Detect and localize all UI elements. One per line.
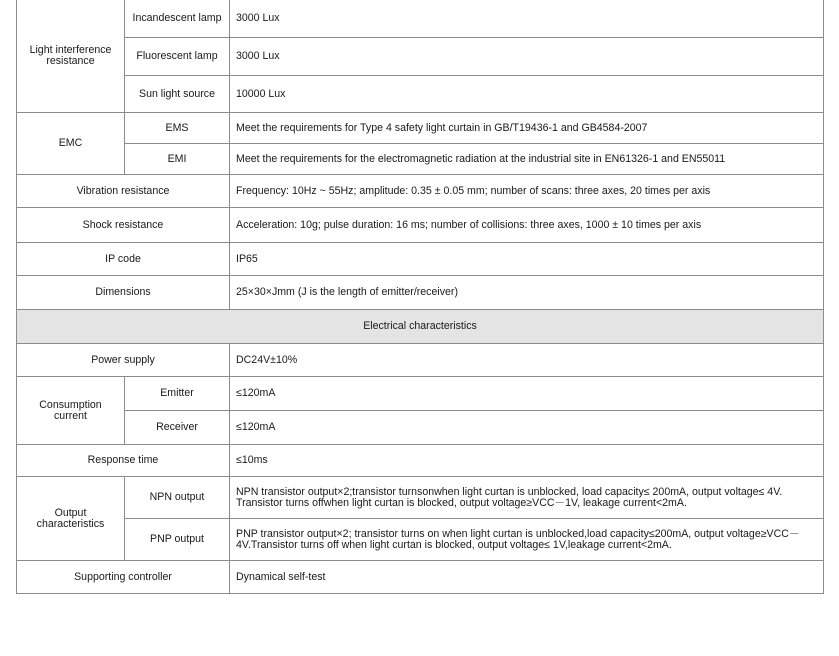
value-power: DC24V±10% <box>230 344 824 377</box>
value-shock: Acceleration: 10g; pulse duration: 16 ms; number of collisions: three axes, 1000 ± 10 times per axis <box>230 208 824 243</box>
value-dimensions: 25×30×Jmm (J is the length of emitter/receiver) <box>230 276 824 310</box>
sub-label-fluorescent: Fluorescent lamp <box>125 38 230 76</box>
sub-label-emitter: Emitter <box>125 377 230 411</box>
table-row <box>17 477 824 519</box>
sub-label-receiver: Receiver <box>125 411 230 445</box>
row-label-dimensions: Dimensions <box>17 276 230 310</box>
row-label-light-interference: Light interference resistance <box>17 0 125 113</box>
table-row <box>17 175 824 208</box>
value-sun: 10000 Lux <box>230 76 824 113</box>
value-fluorescent: 3000 Lux <box>230 38 824 76</box>
row-label-shock: Shock resistance <box>17 208 230 243</box>
table-row <box>17 561 824 594</box>
value-emitter: ≤120mA <box>230 377 824 411</box>
table-row <box>17 519 824 561</box>
value-controller: Dynamical self-test <box>230 561 824 594</box>
value-pnp: PNP transistor output×2; transistor turns on when light curtan is unblocked,load capacity≤200mA, output voltage≥VCC－4V.Transistor turns off when light curtan is blocked, output voltage≤ 1V,leakage current<2mA. <box>230 519 824 561</box>
section-header-row <box>17 310 824 344</box>
sub-label-pnp: PNP output <box>125 519 230 561</box>
sub-label-ems: EMS <box>125 113 230 144</box>
value-emi: Meet the requirements for the electromagnetic radiation at the industrial site in EN61326-1 and EN55011 <box>230 144 824 175</box>
value-ip: IP65 <box>230 243 824 276</box>
table-row <box>17 411 824 445</box>
value-incandescent: 3000 Lux <box>230 0 824 38</box>
row-label-consumption: Consumption current <box>17 377 125 445</box>
value-ems: Meet the requirements for Type 4 safety light curtain in GB/T19436-1 and GB4584-2007 <box>230 113 824 144</box>
row-label-emc: EMC <box>17 113 125 175</box>
sub-label-incandescent: Incandescent lamp <box>125 0 230 38</box>
table-row <box>17 377 824 411</box>
sub-label-npn: NPN output <box>125 477 230 519</box>
section-header-electrical: Electrical characteristics <box>17 310 824 344</box>
table-row <box>17 276 824 310</box>
row-label-response: Response time <box>17 445 230 477</box>
sub-label-sun: Sun light source <box>125 76 230 113</box>
value-receiver: ≤120mA <box>230 411 824 445</box>
table-row <box>17 344 824 377</box>
table-row <box>17 243 824 276</box>
value-npn: NPN transistor output×2;transistor turnsonwhen light curtan is unblocked, load capacity≤ 200mA, output voltage≤ 4V. Transistor turns offwhen light curtan is blocked, output voltage≥VCC－1V, leakage current<2mA. <box>230 477 824 519</box>
row-label-ip: IP code <box>17 243 230 276</box>
table-row <box>17 445 824 477</box>
table-row <box>17 38 824 76</box>
sub-label-emi: EMI <box>125 144 230 175</box>
table-row <box>17 76 824 113</box>
table-row <box>17 0 824 38</box>
value-response: ≤10ms <box>230 445 824 477</box>
table-row <box>17 208 824 243</box>
row-label-vibration: Vibration resistance <box>17 175 230 208</box>
table-row <box>17 144 824 175</box>
spec-table <box>16 0 824 594</box>
value-vibration: Frequency: 10Hz ~ 55Hz; amplitude: 0.35 ± 0.05 mm; number of scans: three axes, 20 times per axis <box>230 175 824 208</box>
row-label-power: Power supply <box>17 344 230 377</box>
row-label-output: Output characteristics <box>17 477 125 561</box>
table-row <box>17 113 824 144</box>
row-label-controller: Supporting controller <box>17 561 230 594</box>
